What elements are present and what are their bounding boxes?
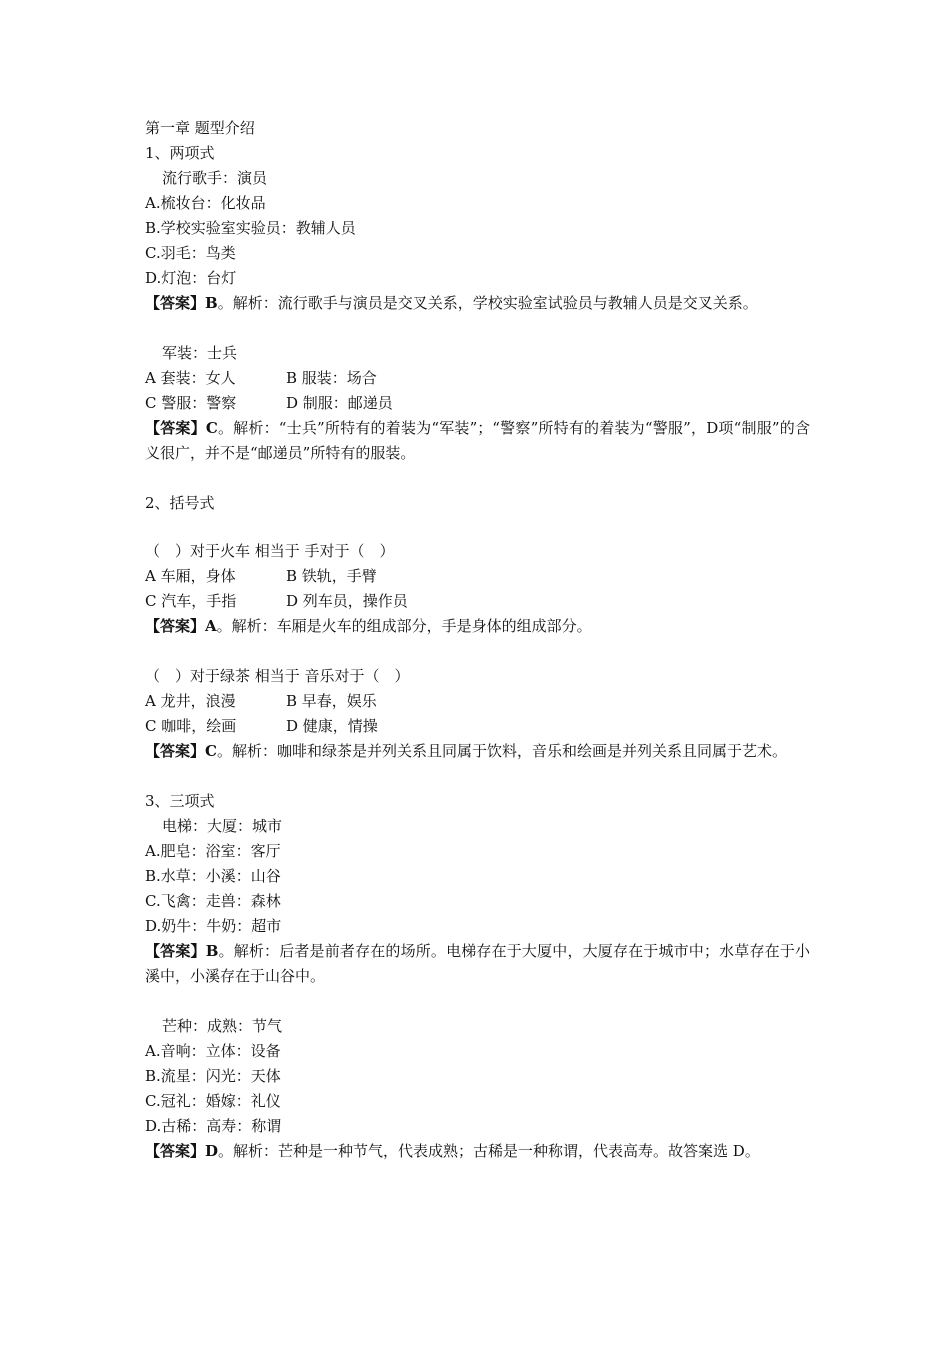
question-stem: （ ）对于火车 相当于 手对于（ ）	[145, 542, 395, 560]
option: C 汽车，手指	[145, 592, 237, 610]
option: A 套装：女人	[145, 369, 236, 387]
question-stem: 电梯：大厦：城市	[162, 817, 283, 835]
answer-letter: C	[205, 419, 218, 437]
answer-explanation: 。解析：流行歌手与演员是交叉关系，学校实验室试验员与教辅人员是交叉关系。	[217, 294, 758, 312]
option: C.羽毛：鸟类	[145, 244, 236, 262]
answer-line	[145, 739, 810, 764]
option: A.梳妆台：化妆品	[145, 194, 266, 212]
option: A.音响：立体：设备	[145, 1042, 281, 1060]
question-stem: 芒种：成熟：节气	[162, 1017, 283, 1035]
option: D 列车员，操作员	[286, 592, 408, 610]
answer-tag: 【答案】	[145, 294, 206, 312]
answer-line	[145, 416, 810, 466]
option: B.流星：闪光：天体	[145, 1067, 281, 1085]
answer-explanation: 。解析：后者是前者存在的场所。电梯存在于大厦中，大厦存在于城市中；水草存在于小溪中，小溪存在于山谷中。	[145, 942, 810, 985]
question-stem: （ ）对于绿茶 相当于 音乐对于（ ）	[145, 667, 410, 685]
option: D 健康，情操	[286, 717, 378, 735]
option-row	[145, 714, 810, 739]
option: B 早春，娱乐	[286, 692, 377, 710]
question-stem: 军装：士兵	[162, 344, 238, 362]
answer-letter: A	[205, 617, 217, 635]
option: D.奶牛：牛奶：超市	[145, 917, 282, 935]
option-row	[145, 366, 810, 391]
answer-letter: B	[205, 294, 218, 312]
question-stem: 流行歌手：演员	[162, 169, 268, 187]
answer-explanation: 。解析：芒种是一种节气，代表成熟；古稀是一种称谓，代表高寿。故答案选 D。	[218, 1142, 760, 1160]
option: C 警服：警察	[145, 394, 237, 412]
answer-letter: B	[205, 942, 219, 960]
option: C.飞禽：走兽：森林	[145, 892, 281, 910]
spacer	[145, 764, 810, 789]
answer-line	[145, 1139, 810, 1164]
section-heading: 1、两项式	[145, 144, 215, 162]
spacer	[145, 516, 810, 539]
spacer	[145, 316, 810, 341]
option-row	[145, 589, 810, 614]
answer-line	[145, 939, 810, 989]
option: A 车厢，身体	[145, 567, 236, 585]
section-heading: 3、三项式	[145, 792, 215, 810]
option: B 铁轨，手臂	[286, 567, 377, 585]
answer-line	[145, 614, 810, 639]
option: C 咖啡，绘画	[145, 717, 237, 735]
section-heading: 2、括号式	[145, 494, 215, 512]
document-body	[145, 116, 810, 1164]
spacer	[145, 989, 810, 1014]
option: C.冠礼：婚嫁：礼仪	[145, 1092, 281, 1110]
answer-tag: 【答案】	[145, 1142, 206, 1160]
option: B.学校实验室实验员：教辅人员	[145, 219, 356, 237]
answer-line	[145, 291, 810, 316]
answer-tag: 【答案】	[145, 617, 206, 635]
option-row	[145, 689, 810, 714]
answer-tag: 【答案】	[145, 742, 206, 760]
option: D.灯泡：台灯	[145, 269, 237, 287]
answer-letter: C	[205, 742, 217, 760]
option: A 龙井，浪漫	[145, 692, 236, 710]
option: D.古稀：高寿：称谓	[145, 1117, 282, 1135]
option: B 服装：场合	[286, 369, 377, 387]
answer-explanation: 。解析：车厢是火车的组成部分，手是身体的组成部分。	[216, 617, 592, 635]
option: D 制服：邮递员	[286, 394, 393, 412]
option: A.肥皂：浴室：客厅	[145, 842, 281, 860]
chapter-title: 第一章 题型介绍	[145, 119, 255, 137]
answer-tag: 【答案】	[145, 942, 206, 960]
answer-letter: D	[205, 1142, 219, 1160]
spacer	[145, 466, 810, 491]
answer-explanation: 。解析：“士兵”所特有的着装为“军装”；“警察”所特有的着装为“警服”，D项“制服”的含义很广，并不是“邮递员”所特有的服装。	[145, 419, 810, 462]
answer-explanation: 。解析：咖啡和绿茶是并列关系且同属于饮料，音乐和绘画是并列关系且同属于艺术。	[216, 742, 787, 760]
spacer	[145, 639, 810, 664]
answer-tag: 【答案】	[145, 419, 206, 437]
option-row	[145, 564, 810, 589]
option-row	[145, 391, 810, 416]
option: B.水草：小溪：山谷	[145, 867, 281, 885]
